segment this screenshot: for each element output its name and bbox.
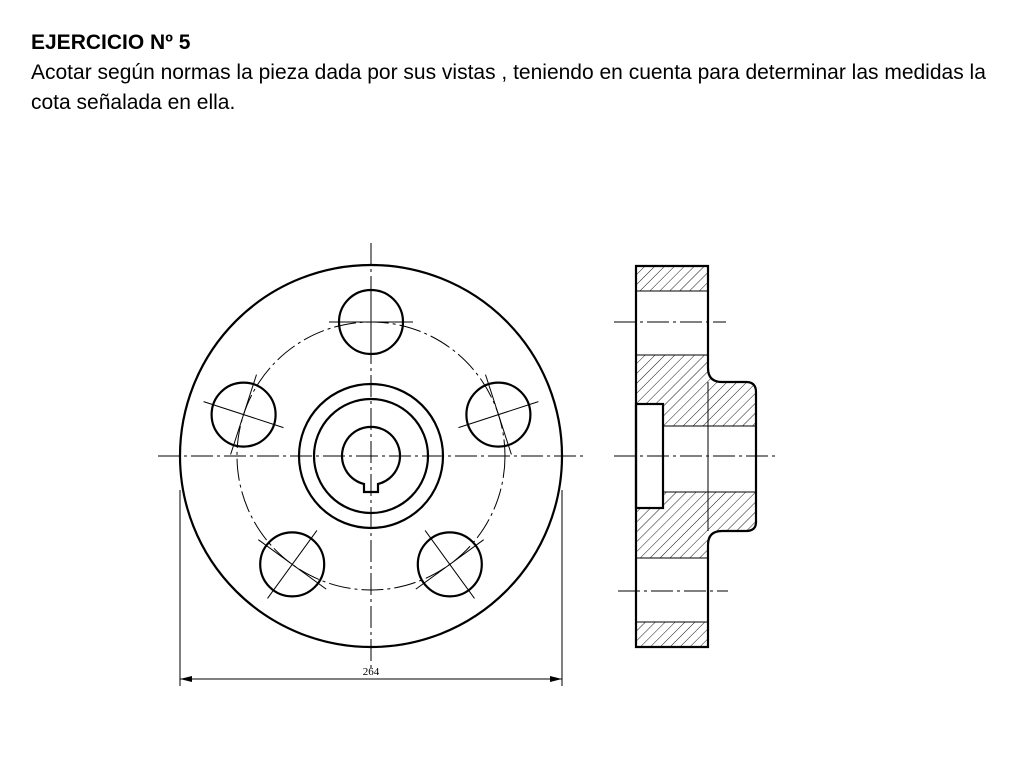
- dimension-value: 264: [362, 666, 380, 678]
- bolt-hole-tangent-centerline: [416, 540, 484, 589]
- bolt-hole-tangent-centerline: [486, 375, 512, 455]
- bolt-hole-tangent-centerline: [231, 375, 257, 455]
- exercise-instructions: Acotar según normas la pieza dada por sus vistas , teniendo en cuenta para determinar las medidas la cota señalada en ella.: [31, 61, 986, 114]
- section-view: [614, 266, 775, 647]
- front-view: [158, 243, 585, 668]
- exercise-title: EJERCICIO Nº 5: [31, 31, 191, 54]
- hatch-upper-hub: [636, 355, 756, 426]
- hatch-lower-hub: [636, 492, 756, 558]
- hatch-bottom-rim: [636, 622, 708, 647]
- bolt-hole-tangent-centerline: [258, 540, 326, 589]
- hatch-top-rim: [636, 266, 708, 291]
- dimension-arrow-left: [180, 676, 192, 682]
- dimension-arrow-right: [550, 676, 562, 682]
